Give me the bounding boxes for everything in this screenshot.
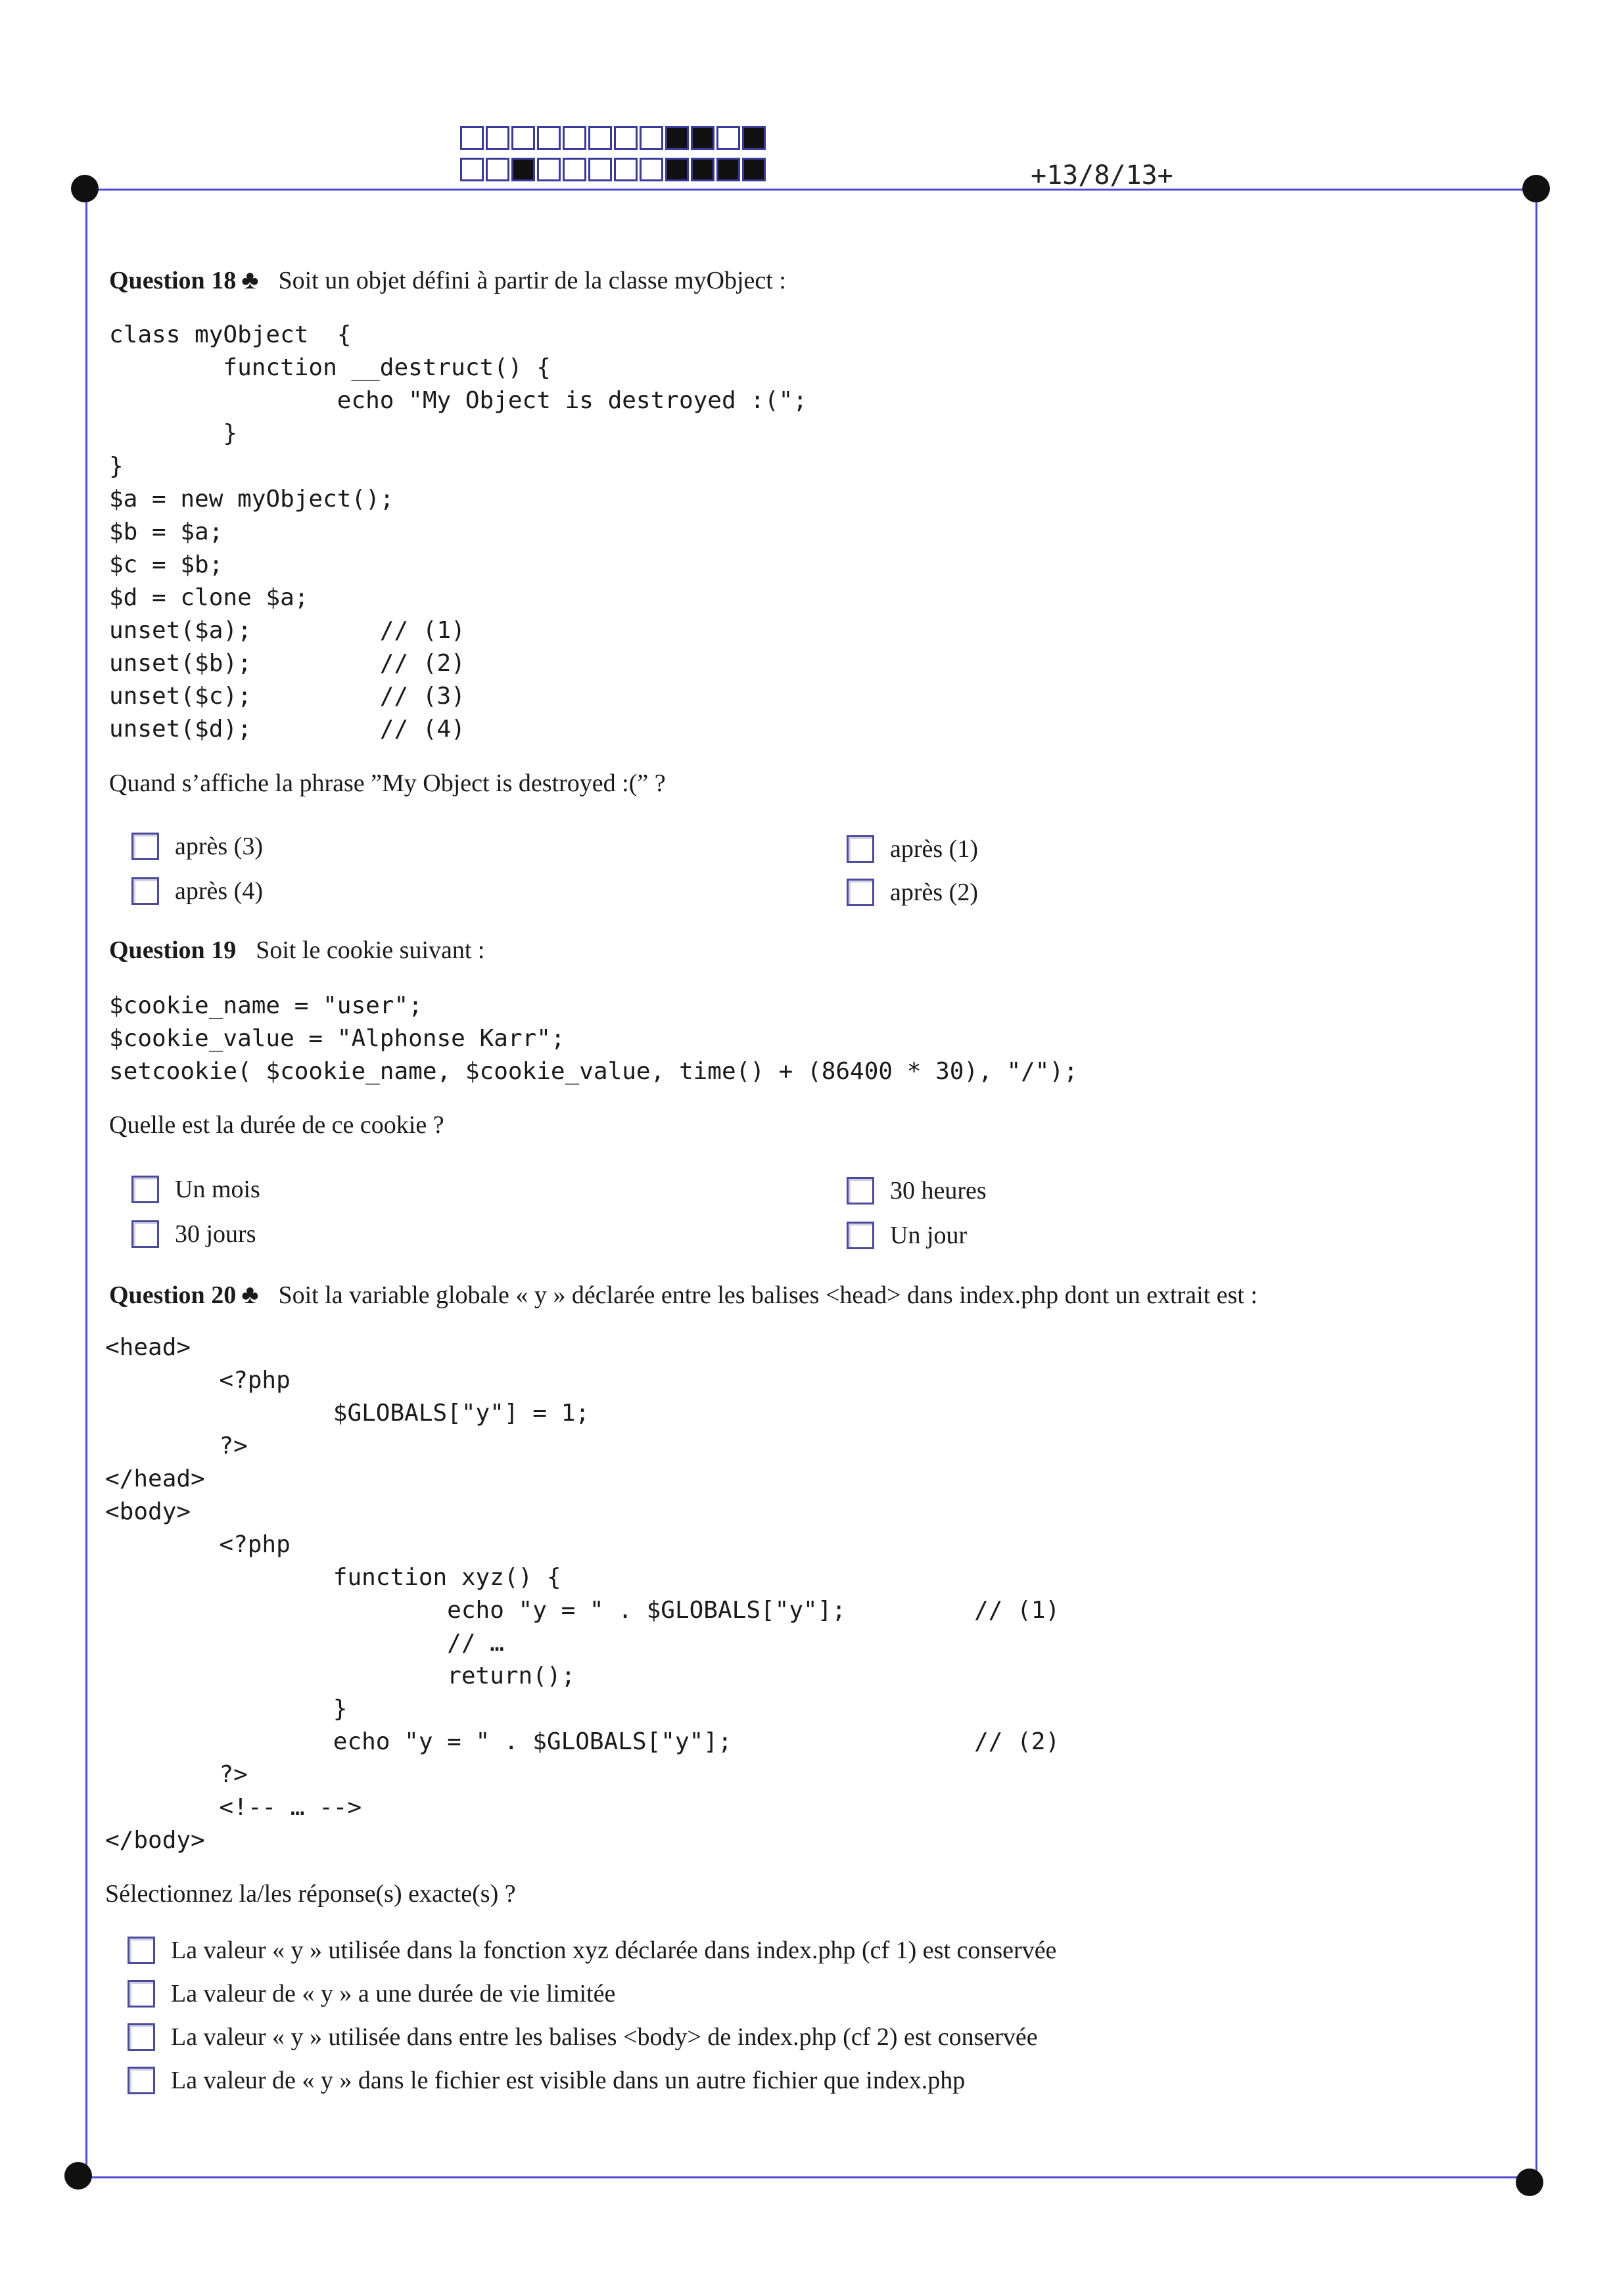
barcode-cell: [486, 126, 509, 150]
q18-choice-4[interactable]: [847, 878, 978, 907]
barcode-cell: [614, 158, 638, 181]
choice-label: Un mois: [175, 1176, 260, 1203]
question-20-code: <head> <?php $GLOBALS["y"] = 1; ?> </head> <body> <?php function xyz() { echo "y = " . $GLOBALS["y"]; // (1) // … return(); } echo "y = " . $GLOBALS["y"]; // (2) ?> <!-- … --> </body>: [105, 1334, 1060, 1854]
question-19-text: Soit le cookie suivant :: [256, 936, 485, 964]
q19-choice-3[interactable]: [847, 1176, 987, 1205]
question-19-title: [109, 936, 485, 965]
frame-top-line: [85, 189, 1538, 191]
barcode-cell: [588, 126, 612, 150]
corner-mark-top-left: [71, 175, 99, 202]
club-icon: ♣: [241, 265, 259, 294]
question-20-text: Soit la variable globale « y » déclarée entre les balises <head> dans index.php dont un extrait est :: [278, 1281, 1258, 1309]
choice-label: après (4): [175, 877, 263, 905]
q20-choice-2[interactable]: [128, 1979, 615, 2008]
barcode-cell: [537, 126, 561, 150]
barcode-cell: [537, 158, 561, 181]
choice-label: La valeur « y » utilisée dans entre les balises <body> de index.php (cf 2) est conservée: [171, 2023, 1038, 2051]
question-18-number: Question 18: [109, 267, 237, 294]
q19-choice-1[interactable]: [131, 1175, 260, 1204]
corner-mark-bottom-right: [1516, 2169, 1543, 2196]
barcode-cell: [691, 158, 714, 181]
checkbox[interactable]: [847, 835, 874, 863]
question-19-number: Question 19: [109, 936, 237, 964]
corner-mark-top-right: [1522, 175, 1550, 202]
question-19-prompt: Quelle est la durée de ce cookie ?: [109, 1111, 444, 1139]
barcode-cell: [511, 158, 535, 181]
club-icon: ♣: [241, 1279, 259, 1309]
question-20-title: [109, 1279, 1257, 1310]
checkbox[interactable]: [847, 1222, 874, 1249]
corner-mark-bottom-left: [64, 2162, 92, 2190]
q19-choice-4[interactable]: [847, 1221, 967, 1250]
barcode-cell: [716, 158, 740, 181]
barcode-cell: [691, 126, 714, 150]
checkbox[interactable]: [128, 2023, 155, 2051]
choice-label: La valeur de « y » a une durée de vie limitée: [171, 1980, 616, 2008]
question-20-number: Question 20: [109, 1281, 237, 1309]
checkbox[interactable]: [128, 2067, 155, 2094]
barcode-cell: [563, 158, 586, 181]
barcode-row-1: [460, 126, 768, 150]
frame-left-line: [85, 189, 87, 2176]
frame-right-line: [1535, 189, 1537, 2176]
checkbox[interactable]: [131, 1176, 159, 1203]
question-18-code: class myObject { function __destruct() { echo "My Object is destroyed :("; } } $a = new myObject(); $b = $a; $c = $b; $d = clone $a; unset($a); // (1) unset($b); // (2) unset($c); // (3) unset($d); // (4): [109, 321, 808, 743]
choice-label: 30 heures: [890, 1177, 987, 1205]
barcode-cell: [665, 158, 689, 181]
checkbox[interactable]: [128, 1937, 155, 1964]
q19-choice-2[interactable]: [131, 1220, 256, 1249]
barcode-cell: [614, 126, 638, 150]
checkbox[interactable]: [128, 1980, 155, 2008]
checkbox[interactable]: [847, 879, 874, 906]
barcode-cell: [640, 126, 663, 150]
choice-label: après (1): [890, 835, 978, 863]
q18-choice-3[interactable]: [847, 835, 978, 863]
barcode-cell: [486, 158, 509, 181]
checkbox[interactable]: [847, 1177, 874, 1205]
question-20-prompt: Sélectionnez la/les réponse(s) exacte(s) ?: [105, 1880, 516, 1908]
checkbox[interactable]: [131, 833, 159, 860]
q20-choice-1[interactable]: [128, 1936, 1056, 1965]
frame-bottom-line: [78, 2176, 1530, 2178]
question-19-code: $cookie_name = "user"; $cookie_value = "Alphonse Karr"; setcookie( $cookie_name, $cookie_value, time() + (86400 * 30), "/");: [109, 992, 1078, 1085]
barcode-cell: [511, 126, 535, 150]
barcode-cell: [563, 126, 586, 150]
choice-label: Un jour: [890, 1222, 968, 1249]
barcode-cell: [640, 158, 663, 181]
choice-label: 30 jours: [175, 1220, 256, 1248]
barcode-row-2: [460, 158, 768, 181]
choice-label: après (2): [890, 879, 978, 906]
q18-choice-1[interactable]: [131, 832, 263, 861]
q20-choice-3[interactable]: [128, 2023, 1038, 2052]
barcode-cell: [742, 126, 766, 150]
question-18-text: Soit un objet défini à partir de la classe myObject :: [278, 267, 786, 294]
checkbox[interactable]: [131, 877, 159, 905]
barcode-cell: [460, 158, 484, 181]
q20-choice-4[interactable]: [128, 2066, 965, 2095]
question-18-title: [109, 264, 786, 295]
page-header-code: +13/8/13+: [1031, 160, 1173, 191]
choice-label: La valeur de « y » dans le fichier est visible dans un autre fichier que index.php: [171, 2067, 966, 2094]
choice-label: La valeur « y » utilisée dans la fonction xyz déclarée dans index.php (cf 1) est conservée: [171, 1937, 1057, 1964]
barcode-cell: [716, 126, 740, 150]
q18-choice-2[interactable]: [131, 877, 263, 906]
barcode-cell: [742, 158, 766, 181]
barcode-cell: [665, 126, 689, 150]
barcode-cell: [588, 158, 612, 181]
choice-label: après (3): [175, 833, 263, 860]
checkbox[interactable]: [131, 1220, 159, 1248]
question-18-prompt: Quand s’affiche la phrase ”My Object is destroyed :(” ?: [109, 769, 666, 797]
barcode-cell: [460, 126, 484, 150]
